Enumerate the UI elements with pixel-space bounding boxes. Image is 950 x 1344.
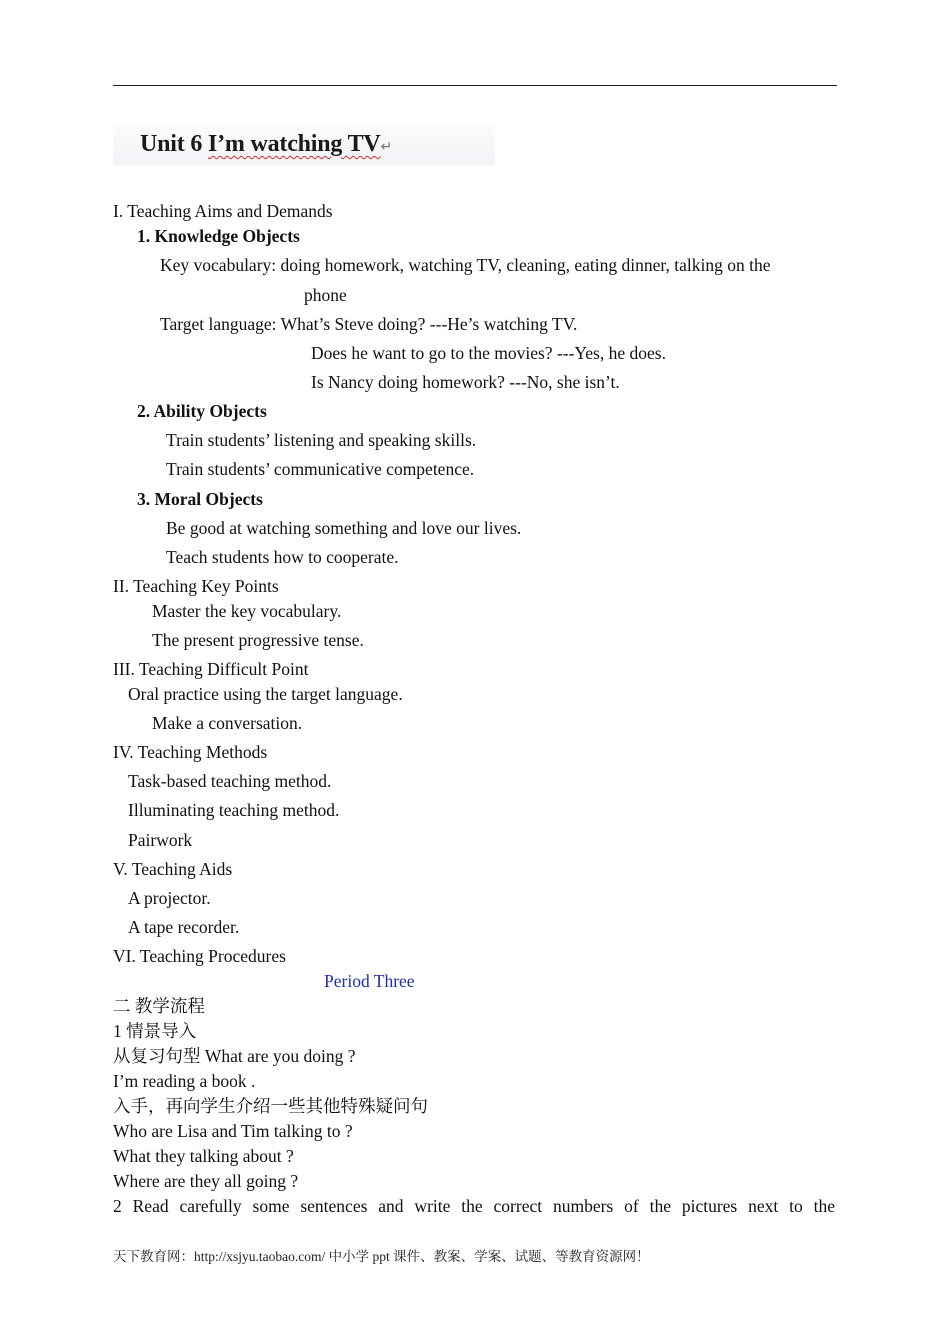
key-vocabulary-line-1: Key vocabulary: doing homework, watching TV, cleaning, eating dinner, talking on the <box>160 255 771 275</box>
moral-objects-heading: 3. Moral Objects <box>137 489 263 509</box>
difficult-point-1: Oral practice using the target language. <box>128 684 403 704</box>
knowledge-objects-heading: 1. Knowledge Objects <box>137 226 300 246</box>
title-unit: Unit 6 <box>140 131 203 157</box>
question-2: What they talking about ? <box>113 1146 294 1166</box>
section-3-heading: III. Teaching Difficult Point <box>113 659 309 679</box>
section-5-heading: V. Teaching Aids <box>113 859 233 879</box>
difficult-point-2: Make a conversation. <box>152 713 303 733</box>
document-title <box>140 131 392 158</box>
target-language-2: Does he want to go to the movies? ---Yes, he does. <box>311 343 666 363</box>
method-1: Task-based teaching method. <box>128 771 332 791</box>
header-rule <box>113 85 837 86</box>
method-2: Illuminating teaching method. <box>128 800 340 820</box>
teaching-flow-heading: 二 教学流程 <box>113 996 205 1016</box>
ability-objects-heading: 2. Ability Objects <box>137 401 267 421</box>
intro-sentence: 入手，再向学生介绍一些其他特殊疑问句 <box>113 1096 428 1116</box>
moral-item-1: Be good at watching something and love our lives. <box>166 518 522 538</box>
key-point-1: Master the key vocabulary. <box>152 601 342 621</box>
review-sentence: 从复习句型 What are you doing ? <box>113 1046 356 1066</box>
aid-1: A projector. <box>128 888 211 908</box>
key-point-2: The present progressive tense. <box>152 630 364 650</box>
step-1-heading: 1 情景导入 <box>113 1021 197 1041</box>
reading-sentence: I’m reading a book . <box>113 1071 256 1091</box>
step-2-text: 2 Read carefully some sentences and write the correct numbers of the pictures next to the <box>113 1196 835 1216</box>
moral-item-2: Teach students how to cooperate. <box>166 547 399 567</box>
section-6-heading: VI. Teaching Procedures <box>113 946 286 966</box>
question-3: Where are they all going ? <box>113 1171 299 1191</box>
section-2-heading: II. Teaching Key Points <box>113 576 279 596</box>
page-footer: 天下教育网：http://xsjyu.taobao.com/ 中小学 ppt 课件、教案、学案、试题、等教育资源网！ <box>113 1249 650 1264</box>
target-language-3: Is Nancy doing homework? ---No, she isn’t. <box>311 372 620 392</box>
paragraph-mark-icon: ↵ <box>380 140 393 155</box>
section-4-heading: IV. Teaching Methods <box>113 742 268 762</box>
target-language-1: Target language: What’s Steve doing? ---He’s watching TV. <box>160 314 578 334</box>
ability-item-2: Train students’ communicative competence. <box>166 459 475 479</box>
section-1-heading: I. Teaching Aims and Demands <box>113 201 333 221</box>
period-heading: Period Three <box>324 971 415 991</box>
title-image <box>113 125 495 165</box>
ability-item-1: Train students’ listening and speaking skills. <box>166 430 477 450</box>
title-text: I’m watching TV <box>207 131 381 157</box>
method-3: Pairwork <box>128 830 193 850</box>
aid-2: A tape recorder. <box>128 917 240 937</box>
question-1: Who are Lisa and Tim talking to ? <box>113 1121 353 1141</box>
key-vocabulary-line-2: phone <box>304 285 347 305</box>
